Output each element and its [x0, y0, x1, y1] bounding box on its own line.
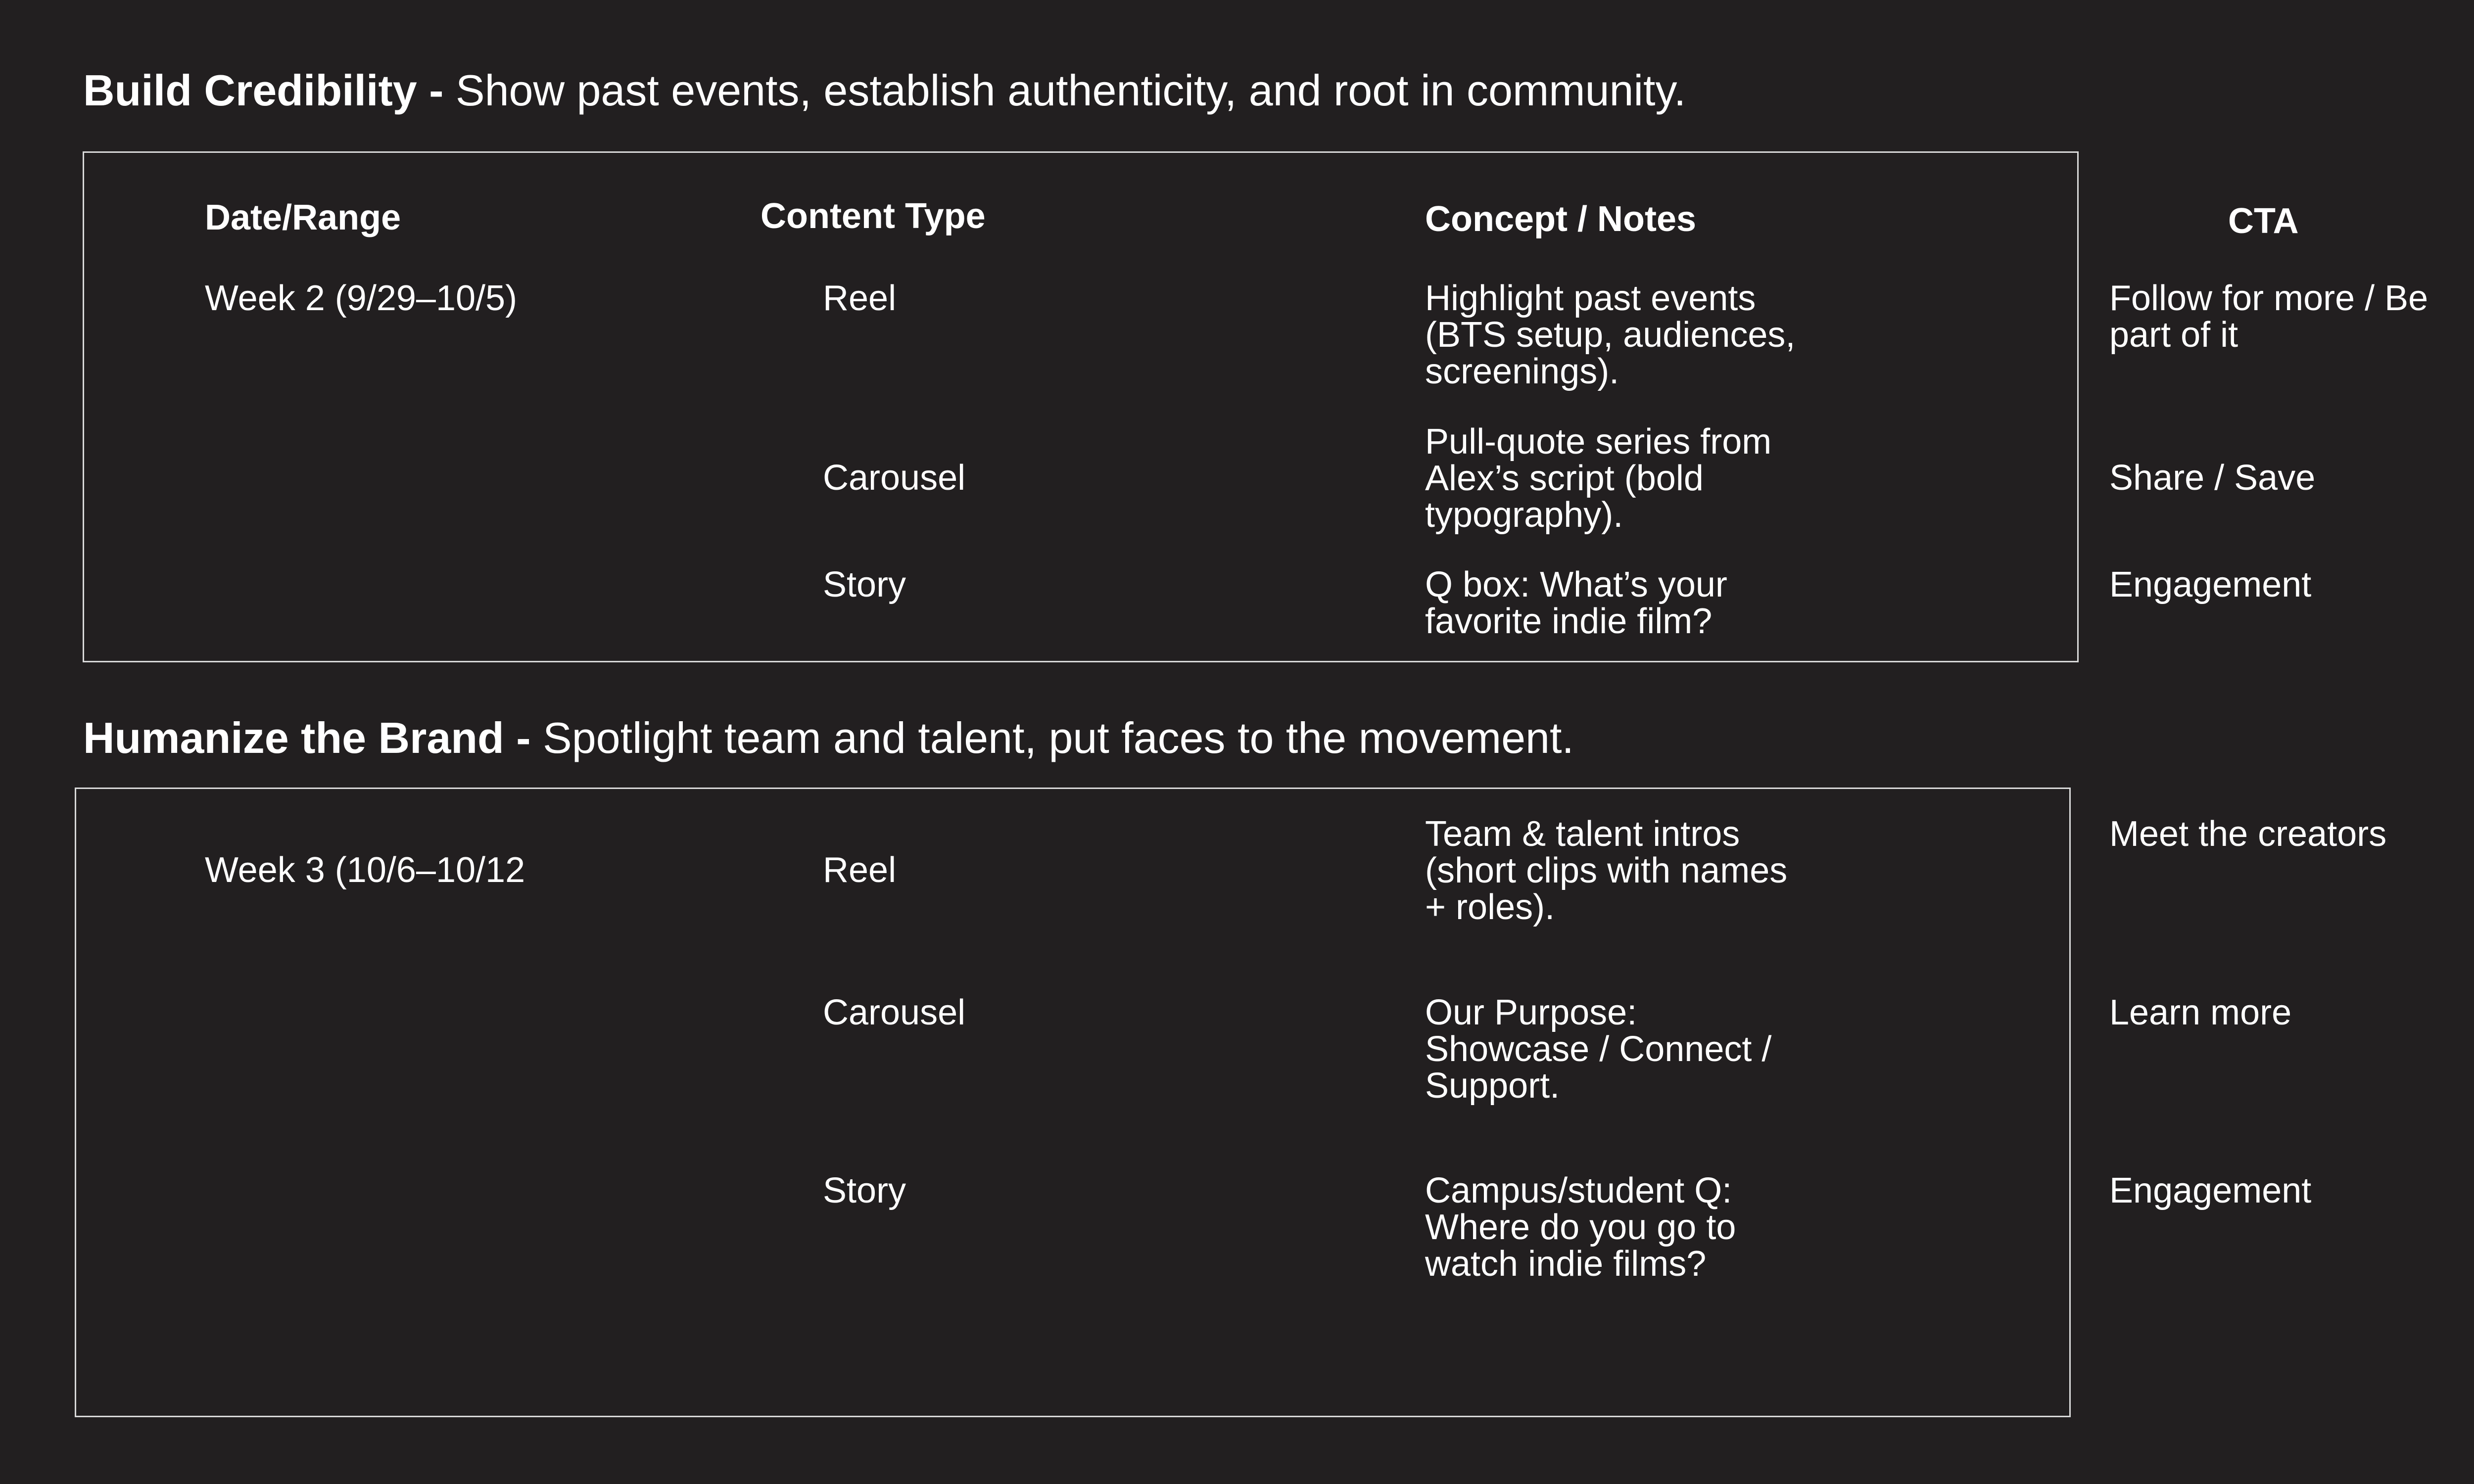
- table1-row1-cta: Follow for more / Be part of it: [2109, 278, 2428, 355]
- header-content-type: Content Type: [761, 196, 986, 236]
- section-heading-rest: Show past events, establish authenticity, and root in community.: [443, 66, 1686, 115]
- table1-row1-type: Reel: [823, 278, 897, 318]
- table2-row2-type: Carousel: [823, 993, 966, 1032]
- table2-row3-notes: Campus/student Q: Where do you go to watch indie films?: [1425, 1171, 1736, 1284]
- table2-row2-notes: Our Purpose: Showcase / Connect / Support.: [1425, 993, 1772, 1106]
- section-heading-rest: Spotlight team and talent, put faces to the movement.: [530, 713, 1574, 762]
- table1-row1-notes: Highlight past events (BTS setup, audiences, screenings).: [1425, 278, 1796, 391]
- table2-row3-type: Story: [823, 1171, 906, 1210]
- table1-row2-type: Carousel: [823, 458, 966, 498]
- table1-row2-notes: Pull-quote series from Alex’s script (bold typography).: [1425, 422, 1772, 535]
- table2-row1-cta: Meet the creators: [2109, 814, 2387, 854]
- header-cta: CTA: [2228, 201, 2299, 241]
- table1-row2-cta: Share / Save: [2109, 458, 2316, 498]
- section-heading-bold: Build Credibility -: [83, 66, 444, 115]
- section-heading-build-credibility: [83, 67, 1686, 115]
- table1-row3-cta: Engagement: [2109, 565, 2312, 604]
- table2-week: Week 3 (10/6–10/12: [205, 850, 525, 890]
- table2-row3-cta: Engagement: [2109, 1171, 2312, 1210]
- table2-row1-notes: Team & talent intros (short clips with names + roles).: [1425, 814, 1788, 927]
- header-concept-notes: Concept / Notes: [1425, 199, 1697, 239]
- table2-row2-cta: Learn more: [2109, 993, 2292, 1032]
- table1-row3-type: Story: [823, 565, 906, 604]
- section-heading-humanize-brand: [83, 714, 1574, 762]
- section-heading-bold: Humanize the Brand -: [83, 713, 531, 762]
- header-date-range: Date/Range: [205, 198, 401, 237]
- table2-row1-type: Reel: [823, 850, 897, 890]
- table1-week: Week 2 (9/29–10/5): [205, 278, 518, 318]
- table1-row3-notes: Q box: What’s your favorite indie film?: [1425, 565, 1727, 641]
